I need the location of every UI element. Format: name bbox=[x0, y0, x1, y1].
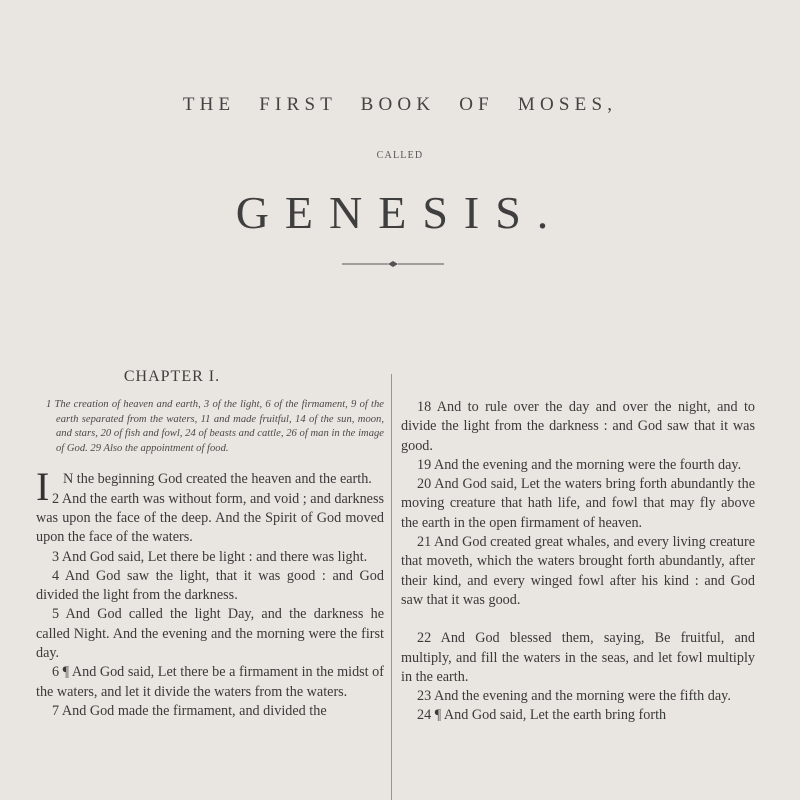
verse: 24 ¶ And God said, Let the earth bring forth bbox=[417, 707, 667, 724]
verse: 7 And God made the firmament, and divided the bbox=[52, 702, 327, 719]
verse: 5 And God called the light Day, and the darkness he called Night. And the evening and the morning were the first day. bbox=[36, 606, 384, 662]
verse: 2 And the earth was without form, and void ; and darkness was upon the face of the deep. And the Spirit of God moved upon the face of the waters. bbox=[36, 490, 384, 546]
verse: 18 And to rule over the day and over the night, and to divide the light from the darkness : and God saw that it was good. bbox=[401, 399, 755, 454]
right-column bbox=[401, 398, 755, 726]
book-name: GENESIS. bbox=[235, 187, 565, 238]
verse: 4 And God saw the light, that it was good : and God divided the light from the darkness. bbox=[36, 567, 384, 604]
column-gap bbox=[401, 610, 755, 629]
verse: 21 And God created great whales, and every living creature that moveth, which the waters brought forth abundantly, after their kind, and every winged fowl after his kind : and God saw that it was good. bbox=[401, 534, 755, 608]
verse-1-text: N the beginning God created the heaven and the earth. bbox=[63, 471, 372, 488]
book-title: THE FIRST BOOK OF MOSES, bbox=[182, 94, 618, 115]
called-label: CALLED bbox=[376, 150, 424, 161]
chapter-summary: 1 The creation of heaven and earth, 3 of the light, 6 of the firmament, 9 of the earth separated from the waters, 11 and made fruitful, 14 of the sun, moon, and stars, 20 of fish and fowl, 24 of beasts and cattle, 26 of man in the image of God. 29 Also the appointment of food. bbox=[46, 399, 384, 454]
verse: 22 And God blessed them, saying, Be fruitful, and multiply, and fill the waters in the seas, and let fowl multiply in the earth. bbox=[401, 630, 755, 685]
column-divider bbox=[391, 374, 392, 800]
drop-cap: I bbox=[36, 464, 50, 510]
chapter-heading: CHAPTER I. bbox=[123, 368, 221, 385]
ornament-divider bbox=[342, 258, 444, 270]
left-column bbox=[36, 368, 384, 721]
verse: 23 And the evening and the morning were the fifth day. bbox=[417, 688, 731, 705]
verse: 6 ¶ And God said, Let there be a firmament in the midst of the waters, and let it divide the waters from the waters. bbox=[36, 664, 384, 700]
verse-1 bbox=[36, 464, 384, 510]
verse: 3 And God said, Let there be light : and there was light. bbox=[52, 548, 368, 565]
verse: 20 And God said, Let the waters bring forth abundantly the moving creature that hath life, and fowl that may fly above the earth in the open firmament of heaven. bbox=[401, 476, 755, 531]
verse: 19 And the evening and the morning were the fourth day. bbox=[417, 456, 742, 473]
